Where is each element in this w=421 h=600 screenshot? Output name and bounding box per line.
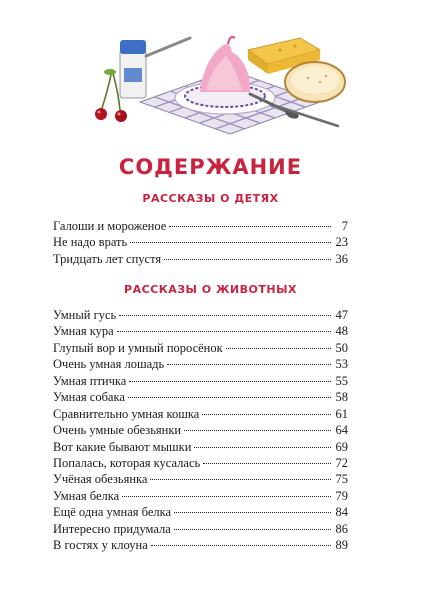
toc-entry-title: Очень умная лошадь [53, 357, 165, 372]
toc-entry[interactable] [53, 488, 348, 504]
dot-leader [184, 430, 331, 431]
toc-entry-title: Галоши и мороженое [53, 219, 167, 233]
toc-entry-page: 53 [335, 357, 348, 372]
toc-entry-page: 84 [335, 505, 348, 520]
toc-entry[interactable] [53, 455, 348, 471]
dot-leader [122, 496, 331, 497]
page-title: СОДЕРЖАНИЕ [118, 155, 303, 179]
toc-entry[interactable] [53, 521, 348, 537]
toc-list-children [53, 218, 348, 267]
toc-entry-page: 79 [335, 488, 348, 503]
toc-entry[interactable] [53, 504, 348, 520]
toc-entry-title: Попалась, которая кусалась [53, 455, 201, 470]
dot-leader [119, 315, 331, 316]
toc-entry-page: 55 [335, 373, 348, 388]
toc-entry[interactable] [53, 389, 348, 405]
toc-entry-page: 58 [335, 390, 348, 405]
dot-leader [128, 397, 331, 398]
toc-entry-title: Интересно придумала [53, 521, 171, 536]
dot-leader [130, 242, 331, 243]
toc-entry-page: 23 [335, 235, 348, 250]
toc-entry-page: 64 [335, 423, 348, 438]
toc-entry-page: 75 [335, 472, 348, 487]
dot-leader [194, 447, 331, 448]
dot-leader [151, 545, 331, 546]
toc-entry-page: 48 [335, 324, 348, 339]
toc-entry-title: Умная белка [53, 488, 120, 503]
toc-entry-title: Учёная обезьянка [53, 472, 148, 487]
dot-leader [129, 381, 331, 382]
toc-entry[interactable] [53, 471, 348, 487]
dot-leader [164, 259, 331, 260]
toc-entry-page: 36 [335, 251, 348, 266]
toc-entry[interactable] [53, 373, 348, 389]
dot-leader [174, 529, 331, 530]
toc-entry[interactable] [53, 323, 348, 339]
toc-entry[interactable] [53, 340, 348, 356]
toc-entry-page: 7 [341, 219, 348, 233]
toc-entry-title: Сравнительно умная кошка [53, 406, 200, 421]
toc-entry-page: 72 [335, 455, 348, 470]
toc-entry[interactable] [53, 356, 348, 372]
toc-entry[interactable] [53, 439, 348, 455]
toc-entry[interactable] [53, 251, 348, 267]
bread-icon [285, 62, 345, 102]
illustration-ice-cream-table [80, 10, 350, 135]
toc-entry-page: 50 [335, 340, 348, 355]
toc-entry[interactable] [53, 537, 348, 553]
toc-entry-page: 61 [335, 406, 348, 421]
section-title-children: РАССКАЗЫ О ДЕТЯХ [142, 192, 279, 205]
toc-entry-title: Глупый вор и умный поросёнок [53, 340, 223, 355]
toc-entry-title: Умный гусь [53, 308, 117, 322]
dot-leader [167, 364, 331, 365]
dot-leader [169, 226, 331, 227]
dot-leader [150, 479, 331, 480]
toc-list-animals [53, 307, 348, 554]
toc-entry[interactable] [53, 218, 348, 234]
fork-icon [276, 106, 338, 126]
toc-entry-title: Умная кура [53, 324, 114, 339]
toc-entry[interactable] [53, 406, 348, 422]
toc-entry-title: Умная собака [53, 390, 125, 405]
toc-entry-title: Тридцать лет спустя [53, 251, 162, 266]
knife-icon [146, 38, 190, 56]
dot-leader [203, 463, 331, 464]
salt-shaker-icon [120, 40, 146, 98]
dot-leader [226, 348, 331, 349]
section-title-animals: РАССКАЗЫ О ЖИВОТНЫХ [124, 283, 297, 296]
toc-entry-title: Не надо врать [53, 235, 128, 250]
toc-entry-title: Ещё одна умная белка [53, 505, 172, 520]
toc-entry-title: Вот какие бывают мышки [53, 439, 192, 454]
toc-entry[interactable] [53, 422, 348, 438]
dot-leader [174, 512, 331, 513]
toc-entry[interactable] [53, 234, 348, 250]
toc-entry-page: 47 [335, 308, 348, 322]
dot-leader [117, 331, 331, 332]
toc-entry-title: В гостях у клоуна [53, 538, 148, 553]
toc-entry-page: 86 [335, 521, 348, 536]
toc-entry-page: 89 [335, 538, 348, 553]
toc-entry-title: Очень умные обезьянки [53, 423, 182, 438]
dot-leader [202, 414, 331, 415]
toc-entry[interactable] [53, 307, 348, 323]
toc-entry-title: Умная птичка [53, 373, 127, 388]
toc-entry-page: 69 [335, 439, 348, 454]
